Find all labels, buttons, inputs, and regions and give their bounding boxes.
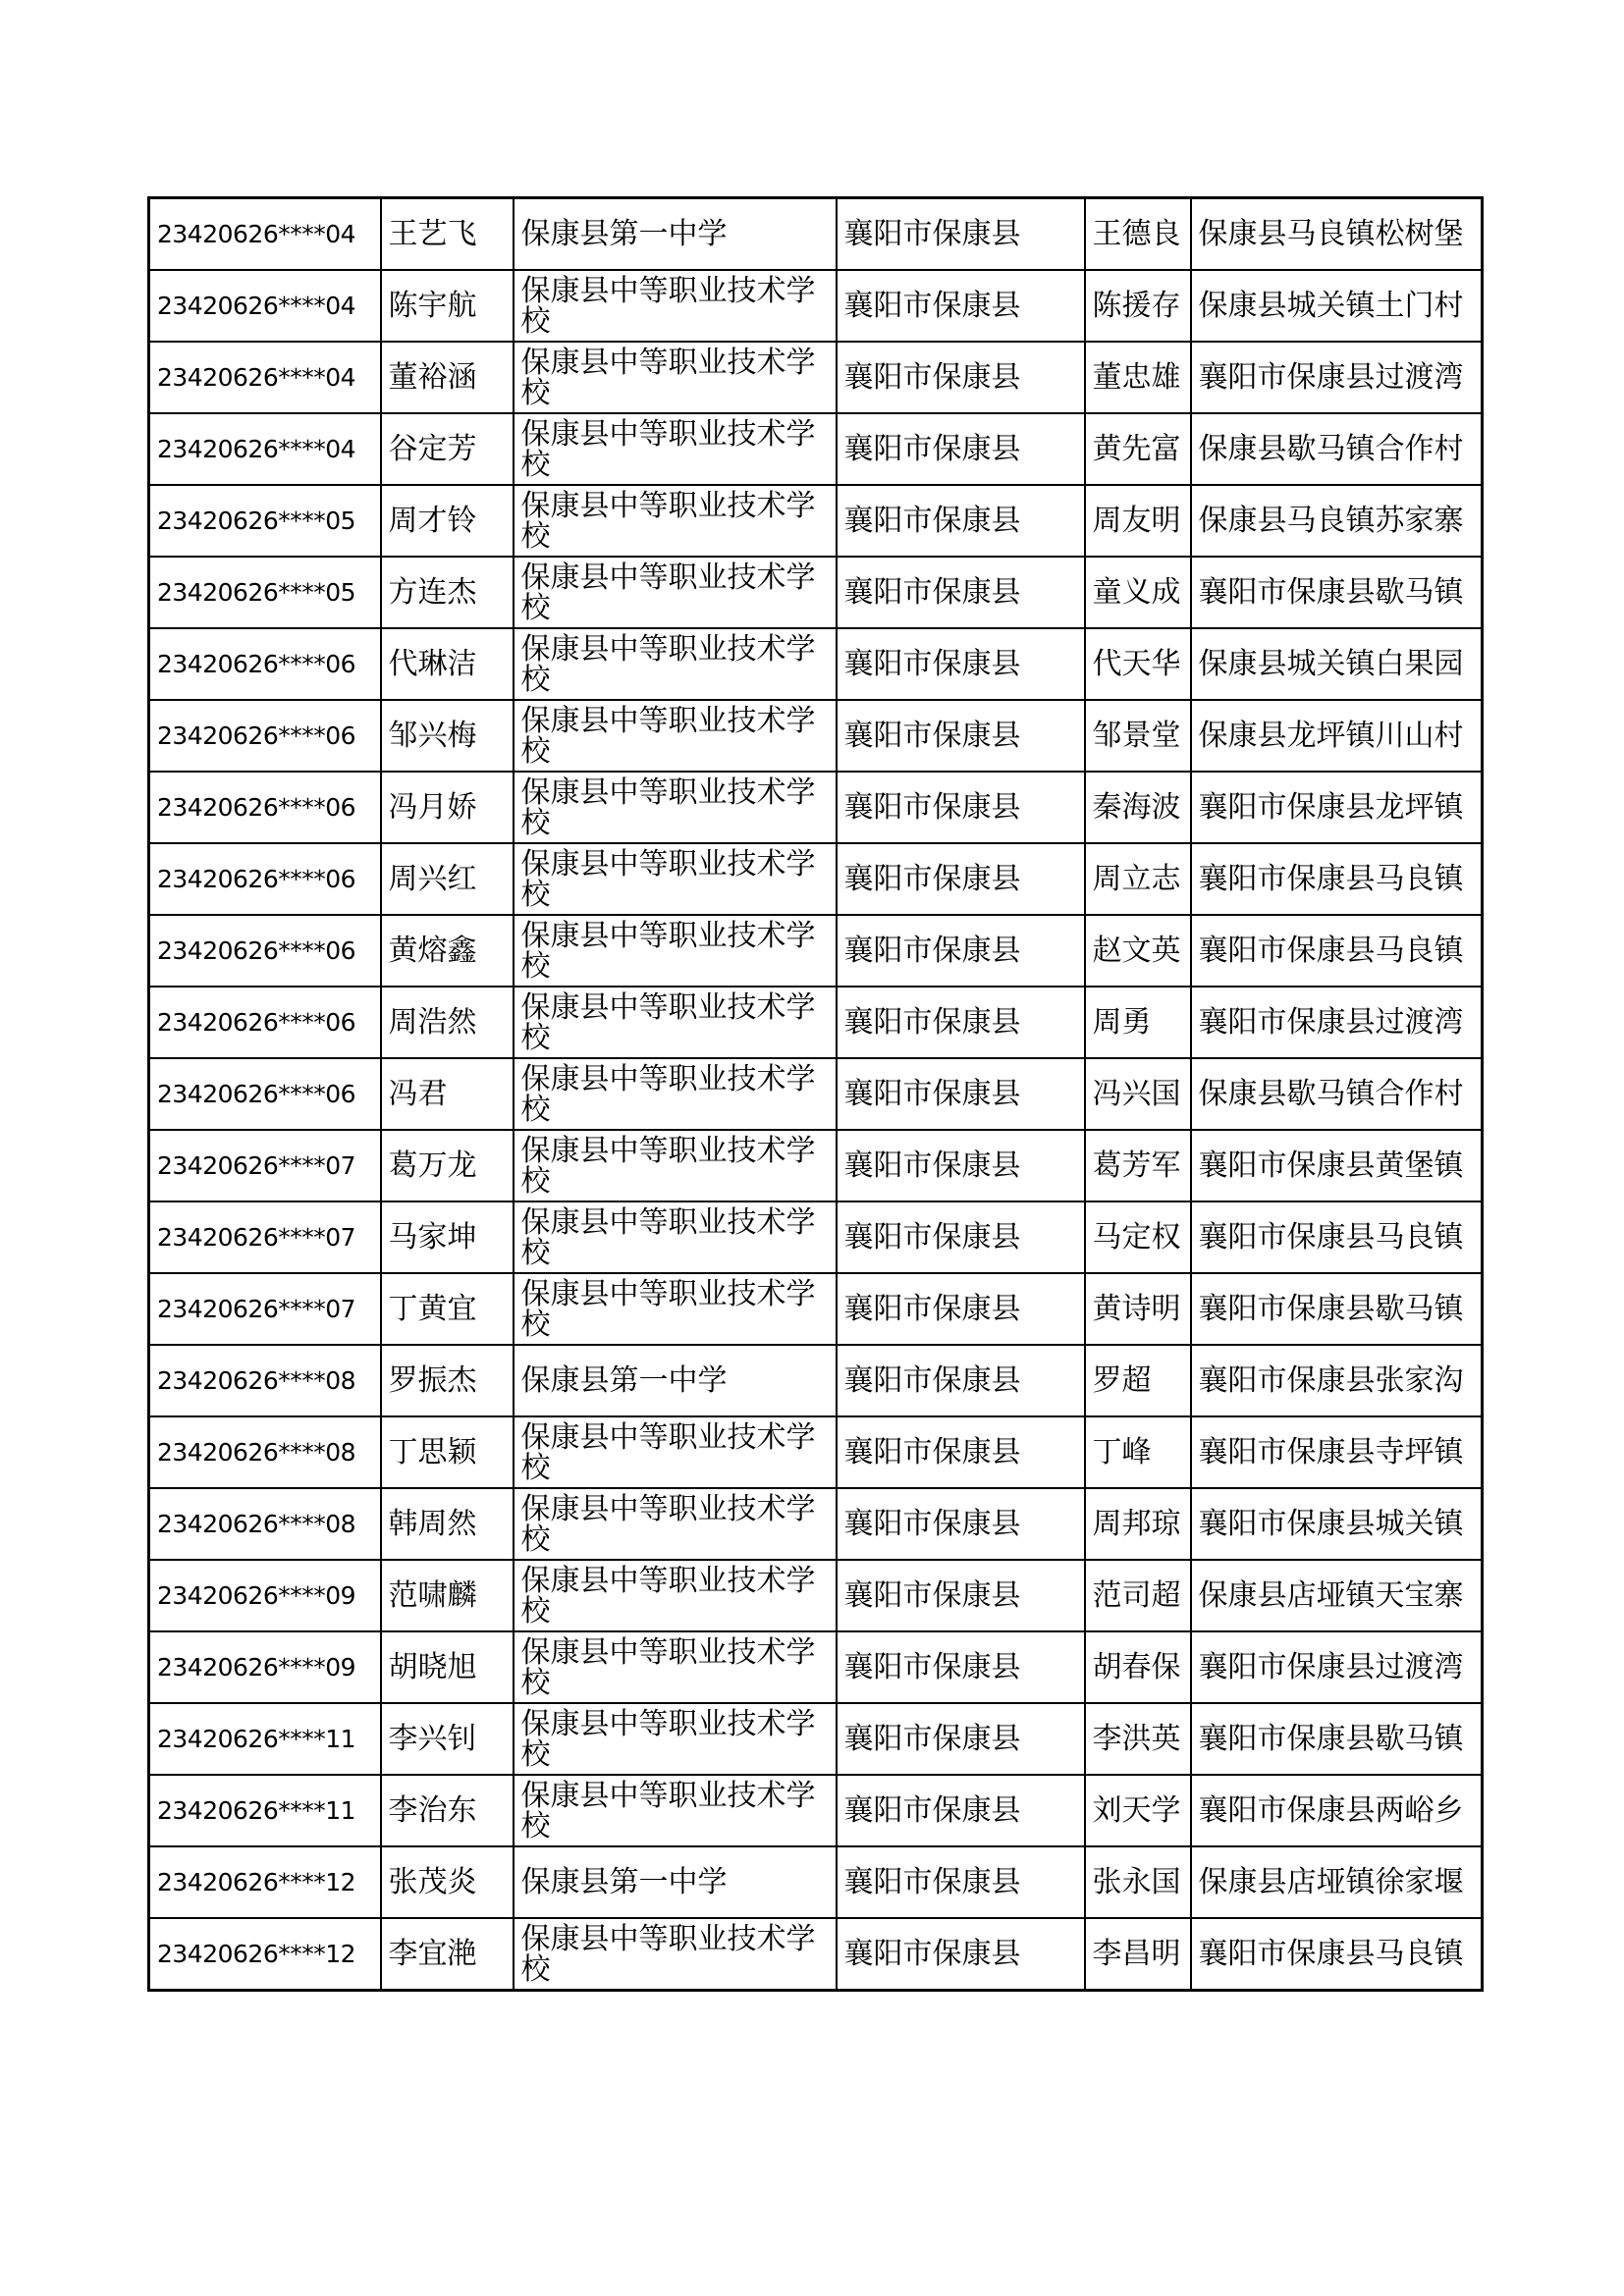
roster-body bbox=[149, 198, 1483, 1991]
school-cell: 保康县中等职业技术学校 bbox=[514, 1058, 837, 1130]
student-name-cell: 代琳洁 bbox=[381, 628, 514, 700]
address-cell: 襄阳市保康县寺坪镇 bbox=[1191, 1416, 1483, 1488]
student-name-cell: 冯君 bbox=[381, 1058, 514, 1130]
city-cell: 襄阳市保康县 bbox=[837, 342, 1085, 413]
guardian-name-cell: 周友明 bbox=[1085, 485, 1191, 557]
address-cell: 保康县龙坪镇川山村 bbox=[1191, 700, 1483, 772]
address-cell: 保康县城关镇土门村 bbox=[1191, 270, 1483, 342]
table-row bbox=[149, 843, 1483, 915]
address-cell: 襄阳市保康县张家沟 bbox=[1191, 1345, 1483, 1416]
table-row bbox=[149, 413, 1483, 485]
guardian-name-cell: 陈援存 bbox=[1085, 270, 1191, 342]
address-cell: 襄阳市保康县马良镇 bbox=[1191, 1918, 1483, 1991]
city-cell: 襄阳市保康县 bbox=[837, 557, 1085, 628]
school-cell: 保康县第一中学 bbox=[514, 1345, 837, 1416]
school-cell: 保康县中等职业技术学校 bbox=[514, 1631, 837, 1703]
school-cell: 保康县第一中学 bbox=[514, 1846, 837, 1918]
student-name-cell: 邹兴梅 bbox=[381, 700, 514, 772]
student-id-cell: 23420626****08 bbox=[149, 1488, 381, 1560]
address-cell: 保康县马良镇苏家寨 bbox=[1191, 485, 1483, 557]
student-name-cell: 方连杰 bbox=[381, 557, 514, 628]
table-row bbox=[149, 198, 1483, 271]
table-row bbox=[149, 1345, 1483, 1416]
table-row bbox=[149, 270, 1483, 342]
student-id-cell: 23420626****07 bbox=[149, 1273, 381, 1345]
guardian-name-cell: 邹景堂 bbox=[1085, 700, 1191, 772]
school-cell: 保康县中等职业技术学校 bbox=[514, 700, 837, 772]
student-id-cell: 23420626****06 bbox=[149, 628, 381, 700]
school-cell: 保康县中等职业技术学校 bbox=[514, 270, 837, 342]
guardian-name-cell: 胡春保 bbox=[1085, 1631, 1191, 1703]
guardian-name-cell: 丁峰 bbox=[1085, 1416, 1191, 1488]
city-cell: 襄阳市保康县 bbox=[837, 915, 1085, 987]
student-name-cell: 谷定芳 bbox=[381, 413, 514, 485]
city-cell: 襄阳市保康县 bbox=[837, 413, 1085, 485]
student-name-cell: 董裕涵 bbox=[381, 342, 514, 413]
student-id-cell: 23420626****12 bbox=[149, 1846, 381, 1918]
student-name-cell: 李宜滟 bbox=[381, 1918, 514, 1991]
table-row bbox=[149, 1703, 1483, 1775]
student-name-cell: 马家坤 bbox=[381, 1201, 514, 1273]
school-cell: 保康县中等职业技术学校 bbox=[514, 628, 837, 700]
address-cell: 襄阳市保康县歇马镇 bbox=[1191, 1273, 1483, 1345]
student-name-cell: 葛万龙 bbox=[381, 1130, 514, 1201]
student-name-cell: 周兴红 bbox=[381, 843, 514, 915]
table-row bbox=[149, 1488, 1483, 1560]
guardian-name-cell: 赵文英 bbox=[1085, 915, 1191, 987]
student-id-cell: 23420626****05 bbox=[149, 557, 381, 628]
student-name-cell: 罗振杰 bbox=[381, 1345, 514, 1416]
student-id-cell: 23420626****06 bbox=[149, 843, 381, 915]
student-id-cell: 23420626****11 bbox=[149, 1703, 381, 1775]
student-name-cell: 张茂炎 bbox=[381, 1846, 514, 1918]
student-id-cell: 23420626****04 bbox=[149, 198, 381, 271]
address-cell: 保康县城关镇白果园 bbox=[1191, 628, 1483, 700]
guardian-name-cell: 李洪英 bbox=[1085, 1703, 1191, 1775]
guardian-name-cell: 范司超 bbox=[1085, 1560, 1191, 1631]
city-cell: 襄阳市保康县 bbox=[837, 1846, 1085, 1918]
student-name-cell: 陈宇航 bbox=[381, 270, 514, 342]
guardian-name-cell: 董忠雄 bbox=[1085, 342, 1191, 413]
city-cell: 襄阳市保康县 bbox=[837, 700, 1085, 772]
city-cell: 襄阳市保康县 bbox=[837, 198, 1085, 271]
school-cell: 保康县中等职业技术学校 bbox=[514, 1130, 837, 1201]
city-cell: 襄阳市保康县 bbox=[837, 1631, 1085, 1703]
school-cell: 保康县中等职业技术学校 bbox=[514, 342, 837, 413]
city-cell: 襄阳市保康县 bbox=[837, 1416, 1085, 1488]
school-cell: 保康县中等职业技术学校 bbox=[514, 987, 837, 1058]
table-row bbox=[149, 628, 1483, 700]
school-cell: 保康县中等职业技术学校 bbox=[514, 1273, 837, 1345]
address-cell: 襄阳市保康县马良镇 bbox=[1191, 915, 1483, 987]
city-cell: 襄阳市保康县 bbox=[837, 1201, 1085, 1273]
city-cell: 襄阳市保康县 bbox=[837, 1703, 1085, 1775]
address-cell: 襄阳市保康县马良镇 bbox=[1191, 843, 1483, 915]
city-cell: 襄阳市保康县 bbox=[837, 1775, 1085, 1846]
guardian-name-cell: 童义成 bbox=[1085, 557, 1191, 628]
school-cell: 保康县中等职业技术学校 bbox=[514, 1560, 837, 1631]
guardian-name-cell: 黄先富 bbox=[1085, 413, 1191, 485]
city-cell: 襄阳市保康县 bbox=[837, 1345, 1085, 1416]
student-name-cell: 丁思颖 bbox=[381, 1416, 514, 1488]
address-cell: 襄阳市保康县过渡湾 bbox=[1191, 342, 1483, 413]
student-id-cell: 23420626****06 bbox=[149, 915, 381, 987]
student-name-cell: 冯月娇 bbox=[381, 772, 514, 843]
table-row bbox=[149, 1775, 1483, 1846]
table-row bbox=[149, 342, 1483, 413]
student-name-cell: 周浩然 bbox=[381, 987, 514, 1058]
student-id-cell: 23420626****12 bbox=[149, 1918, 381, 1991]
city-cell: 襄阳市保康县 bbox=[837, 987, 1085, 1058]
student-id-cell: 23420626****06 bbox=[149, 700, 381, 772]
address-cell: 襄阳市保康县歇马镇 bbox=[1191, 1703, 1483, 1775]
student-name-cell: 李兴钊 bbox=[381, 1703, 514, 1775]
student-id-cell: 23420626****04 bbox=[149, 413, 381, 485]
student-id-cell: 23420626****08 bbox=[149, 1416, 381, 1488]
student-name-cell: 范啸麟 bbox=[381, 1560, 514, 1631]
table-row bbox=[149, 772, 1483, 843]
table-row bbox=[149, 1273, 1483, 1345]
school-cell: 保康县中等职业技术学校 bbox=[514, 1416, 837, 1488]
student-name-cell: 黄熔鑫 bbox=[381, 915, 514, 987]
guardian-name-cell: 王德良 bbox=[1085, 198, 1191, 271]
table-row bbox=[149, 1130, 1483, 1201]
guardian-name-cell: 周邦琼 bbox=[1085, 1488, 1191, 1560]
school-cell: 保康县中等职业技术学校 bbox=[514, 772, 837, 843]
student-id-cell: 23420626****05 bbox=[149, 485, 381, 557]
guardian-name-cell: 葛芳军 bbox=[1085, 1130, 1191, 1201]
city-cell: 襄阳市保康县 bbox=[837, 772, 1085, 843]
guardian-name-cell: 代天华 bbox=[1085, 628, 1191, 700]
table-row bbox=[149, 557, 1483, 628]
address-cell: 襄阳市保康县过渡湾 bbox=[1191, 1631, 1483, 1703]
table-row bbox=[149, 700, 1483, 772]
school-cell: 保康县中等职业技术学校 bbox=[514, 1775, 837, 1846]
student-name-cell: 胡晓旭 bbox=[381, 1631, 514, 1703]
student-name-cell: 丁黄宜 bbox=[381, 1273, 514, 1345]
address-cell: 襄阳市保康县龙坪镇 bbox=[1191, 772, 1483, 843]
school-cell: 保康县中等职业技术学校 bbox=[514, 1703, 837, 1775]
guardian-name-cell: 秦海波 bbox=[1085, 772, 1191, 843]
student-roster-table bbox=[147, 196, 1484, 1992]
address-cell: 襄阳市保康县黄堡镇 bbox=[1191, 1130, 1483, 1201]
table-row bbox=[149, 1918, 1483, 1991]
address-cell: 保康县歇马镇合作村 bbox=[1191, 413, 1483, 485]
table-row bbox=[149, 1201, 1483, 1273]
school-cell: 保康县中等职业技术学校 bbox=[514, 843, 837, 915]
city-cell: 襄阳市保康县 bbox=[837, 1918, 1085, 1991]
address-cell: 襄阳市保康县马良镇 bbox=[1191, 1201, 1483, 1273]
guardian-name-cell: 冯兴国 bbox=[1085, 1058, 1191, 1130]
student-id-cell: 23420626****07 bbox=[149, 1130, 381, 1201]
student-id-cell: 23420626****07 bbox=[149, 1201, 381, 1273]
address-cell: 襄阳市保康县两峪乡 bbox=[1191, 1775, 1483, 1846]
city-cell: 襄阳市保康县 bbox=[837, 1488, 1085, 1560]
student-id-cell: 23420626****09 bbox=[149, 1560, 381, 1631]
school-cell: 保康县中等职业技术学校 bbox=[514, 1918, 837, 1991]
address-cell: 保康县店垭镇天宝寨 bbox=[1191, 1560, 1483, 1631]
student-name-cell: 王艺飞 bbox=[381, 198, 514, 271]
guardian-name-cell: 周勇 bbox=[1085, 987, 1191, 1058]
city-cell: 襄阳市保康县 bbox=[837, 1560, 1085, 1631]
address-cell: 襄阳市保康县歇马镇 bbox=[1191, 557, 1483, 628]
city-cell: 襄阳市保康县 bbox=[837, 1273, 1085, 1345]
student-id-cell: 23420626****06 bbox=[149, 1058, 381, 1130]
student-id-cell: 23420626****09 bbox=[149, 1631, 381, 1703]
city-cell: 襄阳市保康县 bbox=[837, 628, 1085, 700]
table-row bbox=[149, 1846, 1483, 1918]
guardian-name-cell: 周立志 bbox=[1085, 843, 1191, 915]
student-id-cell: 23420626****06 bbox=[149, 772, 381, 843]
student-id-cell: 23420626****06 bbox=[149, 987, 381, 1058]
student-id-cell: 23420626****04 bbox=[149, 342, 381, 413]
address-cell: 襄阳市保康县过渡湾 bbox=[1191, 987, 1483, 1058]
school-cell: 保康县中等职业技术学校 bbox=[514, 485, 837, 557]
school-cell: 保康县中等职业技术学校 bbox=[514, 557, 837, 628]
city-cell: 襄阳市保康县 bbox=[837, 1130, 1085, 1201]
student-id-cell: 23420626****11 bbox=[149, 1775, 381, 1846]
guardian-name-cell: 黄诗明 bbox=[1085, 1273, 1191, 1345]
guardian-name-cell: 马定权 bbox=[1085, 1201, 1191, 1273]
table-row bbox=[149, 1631, 1483, 1703]
address-cell: 保康县马良镇松树堡 bbox=[1191, 198, 1483, 271]
student-name-cell: 李治东 bbox=[381, 1775, 514, 1846]
address-cell: 保康县店垭镇徐家堰 bbox=[1191, 1846, 1483, 1918]
student-id-cell: 23420626****04 bbox=[149, 270, 381, 342]
school-cell: 保康县中等职业技术学校 bbox=[514, 1488, 837, 1560]
guardian-name-cell: 李昌明 bbox=[1085, 1918, 1191, 1991]
city-cell: 襄阳市保康县 bbox=[837, 485, 1085, 557]
table-row bbox=[149, 987, 1483, 1058]
student-name-cell: 周才铃 bbox=[381, 485, 514, 557]
table-row bbox=[149, 485, 1483, 557]
city-cell: 襄阳市保康县 bbox=[837, 843, 1085, 915]
school-cell: 保康县中等职业技术学校 bbox=[514, 1201, 837, 1273]
student-name-cell: 韩周然 bbox=[381, 1488, 514, 1560]
table-row bbox=[149, 915, 1483, 987]
student-id-cell: 23420626****08 bbox=[149, 1345, 381, 1416]
school-cell: 保康县中等职业技术学校 bbox=[514, 915, 837, 987]
address-cell: 襄阳市保康县城关镇 bbox=[1191, 1488, 1483, 1560]
guardian-name-cell: 刘天学 bbox=[1085, 1775, 1191, 1846]
school-cell: 保康县中等职业技术学校 bbox=[514, 413, 837, 485]
city-cell: 襄阳市保康县 bbox=[837, 1058, 1085, 1130]
table-row bbox=[149, 1560, 1483, 1631]
school-cell: 保康县第一中学 bbox=[514, 198, 837, 271]
guardian-name-cell: 张永国 bbox=[1085, 1846, 1191, 1918]
city-cell: 襄阳市保康县 bbox=[837, 270, 1085, 342]
address-cell: 保康县歇马镇合作村 bbox=[1191, 1058, 1483, 1130]
table-row bbox=[149, 1416, 1483, 1488]
table-row bbox=[149, 1058, 1483, 1130]
guardian-name-cell: 罗超 bbox=[1085, 1345, 1191, 1416]
